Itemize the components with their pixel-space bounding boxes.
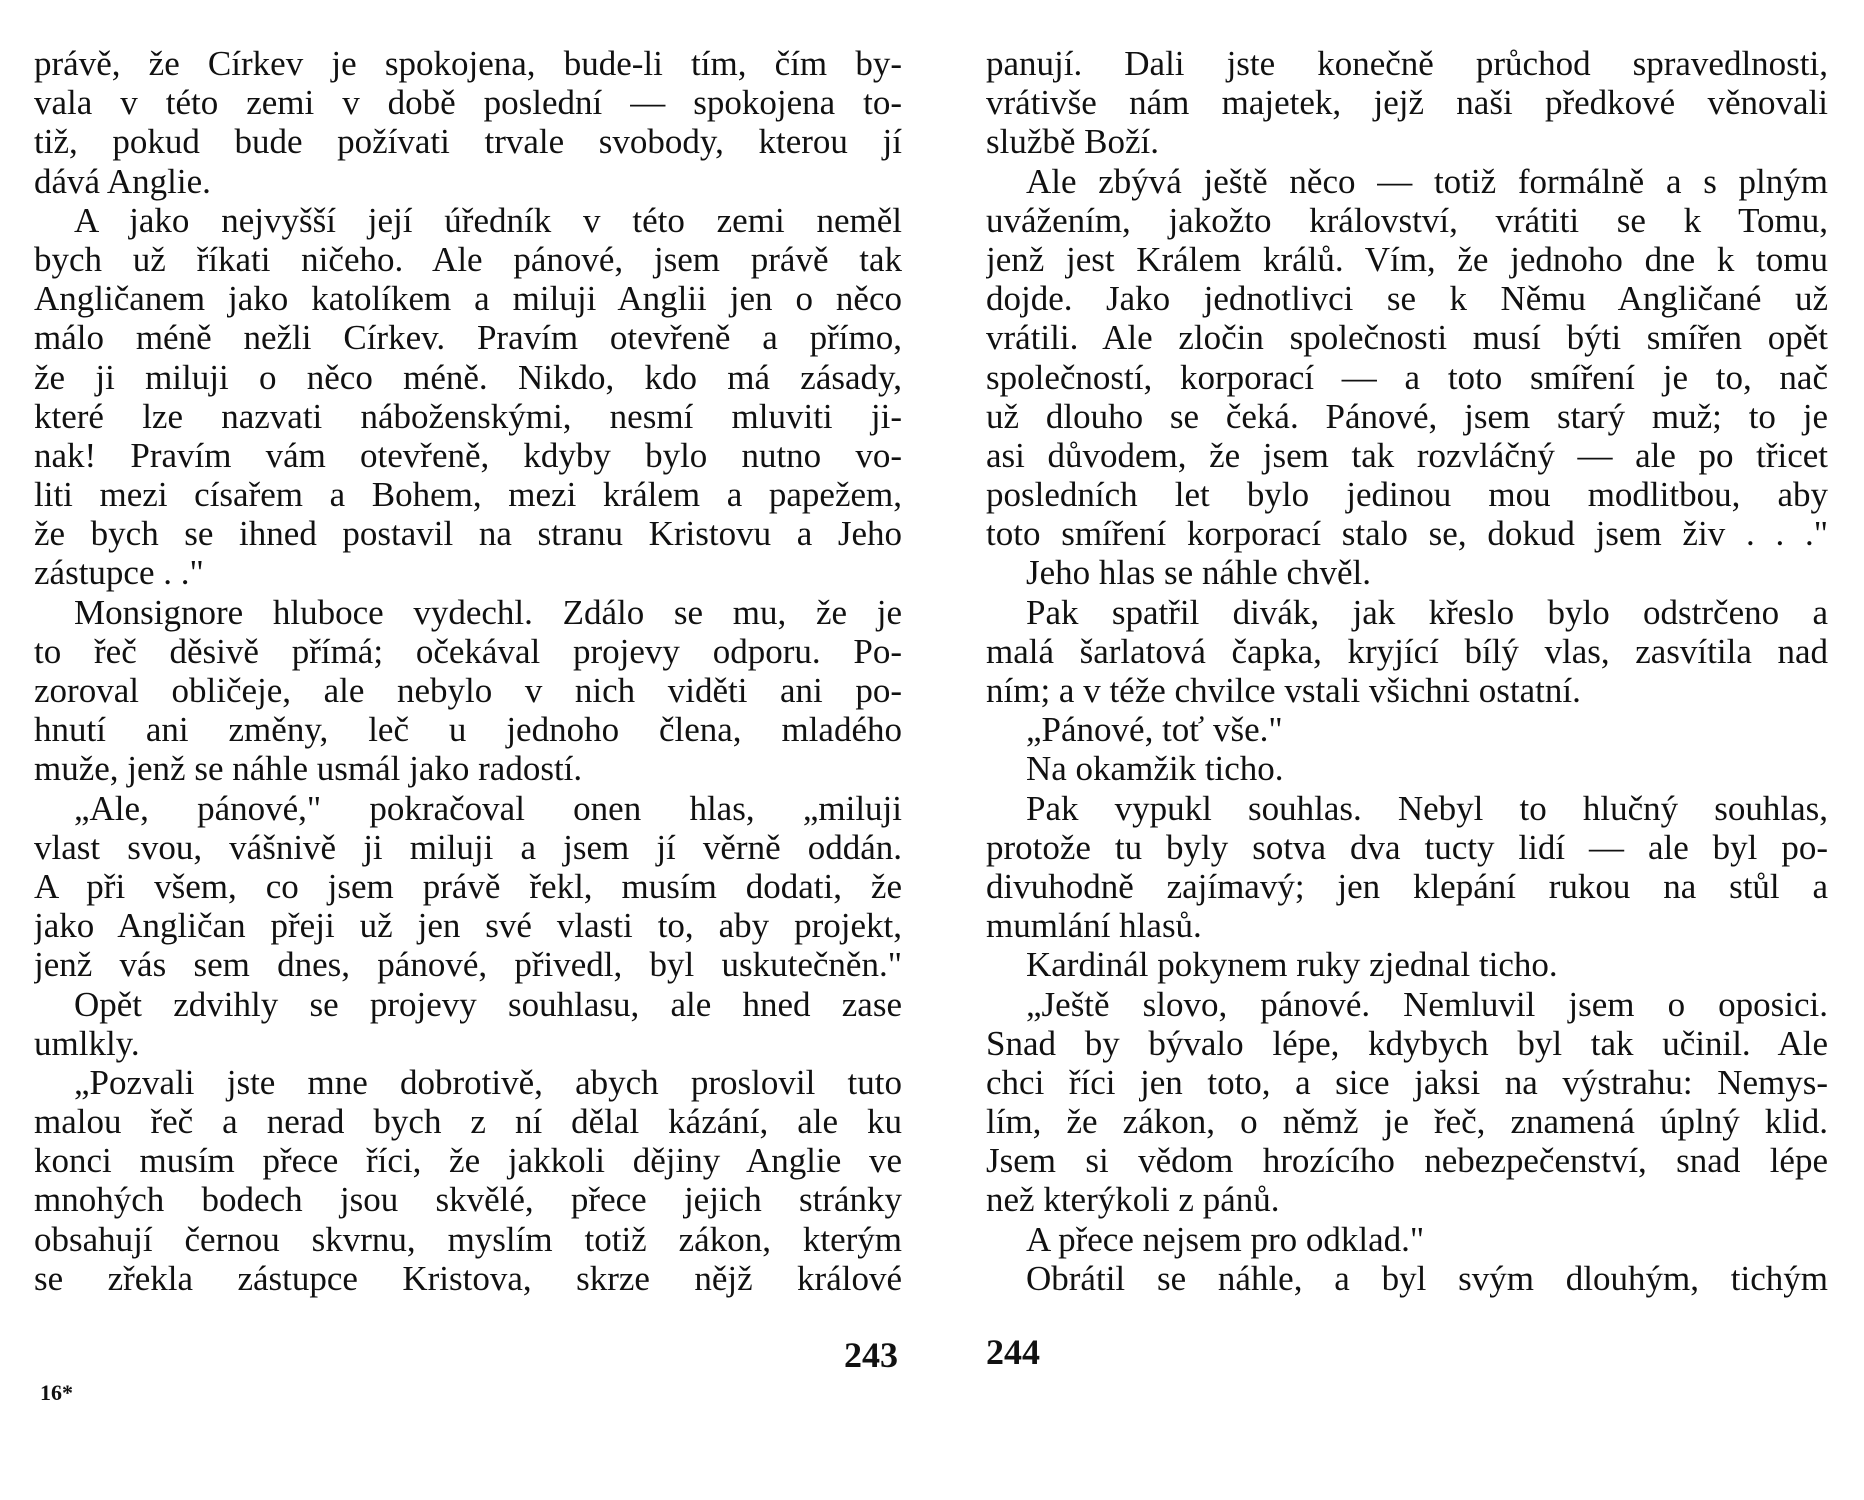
text-line: zástupce . .": [34, 553, 204, 593]
text-line: protože tu byly sotva dva tucty lidí — ale byl po-: [986, 827, 1828, 867]
text-line: jenž vás sem dnes, pánové, přivedl, byl uskutečněn.": [34, 945, 902, 985]
text-line: posledních let bylo jedinou mou modlitbou, aby: [986, 475, 1828, 515]
text-line: A jako nejvyšší její úředník v této zemi neměl: [74, 200, 902, 240]
text-line: se zřekla zástupce Kristova, skrze nějž králové: [34, 1258, 902, 1298]
text-line: mumlání hlasů.: [986, 906, 1202, 946]
text-line: mnohých bodech jsou skvělé, přece jejich stránky: [34, 1180, 902, 1220]
text-line: „Pozvali jste mne dobrotivě, abych proslovil tuto: [74, 1062, 902, 1102]
text-line: Pak spatřil divák, jak křeslo bylo odstrčeno a: [1026, 592, 1828, 632]
text-line: Opět zdvihly se projevy souhlasu, ale hned zase: [74, 984, 902, 1024]
right-page: [986, 44, 1828, 1424]
page-number-right: 244: [986, 1332, 1040, 1372]
text-line: obsahují černou skvrnu, myslím totiž zákon, kterým: [34, 1219, 902, 1259]
printer-signature-mark: 16*: [40, 1380, 73, 1405]
text-line: vlast svou, vášnivě ji miluji a jsem jí věrně oddán.: [34, 827, 902, 867]
text-line: že ji miluji o něco méně. Nikdo, kdo má zásady,: [34, 357, 902, 397]
text-line: chci říci jen toto, a sice jaksi na výstrahu: Nemys-: [986, 1062, 1828, 1102]
text-line: Angličanem jako katolíkem a miluji Anglii jen o něco: [34, 279, 902, 319]
text-line: liti mezi císařem a Bohem, mezi králem a papežem,: [34, 475, 902, 515]
text-line: to řeč děsivě přímá; očekával projevy odporu. Po-: [34, 631, 902, 671]
text-line: nak! Pravím vám otevřeně, kdyby bylo nutno vo-: [34, 435, 902, 475]
text-line: A při všem, co jsem právě řekl, musím dodati, že: [34, 866, 902, 906]
text-line: divuhodně zajímavý; jen klepání rukou na stůl a: [986, 866, 1828, 906]
text-line: „Pánové, toť vše.": [1026, 710, 1283, 750]
text-line: Na okamžik ticho.: [1026, 749, 1284, 789]
text-line: Ale zbývá ještě něco — totiž formálně a s plným: [1026, 161, 1828, 201]
text-line: tiž, pokud bude požívati trvale svobody, kterou jí: [34, 122, 902, 162]
text-line: uvážením, jakožto království, vrátiti se k Tomu,: [986, 200, 1828, 240]
text-line: ním; a v téže chvilce vstali všichni ostatní.: [986, 671, 1581, 710]
text-line: asi důvodem, že jsem tak rozvláčný — ale po třicet: [986, 435, 1828, 475]
text-line: Obrátil se náhle, a byl svým dlouhým, tichým: [1026, 1258, 1828, 1298]
text-line: službě Boží.: [986, 122, 1160, 162]
text-line: dává Anglie.: [34, 161, 211, 201]
left-page-text: [34, 44, 902, 1298]
text-line: vrátivše nám majetek, jejž naši předkové věnovali: [986, 83, 1828, 123]
text-line: jako Angličan přeji už jen své vlasti to, aby projekt,: [34, 906, 902, 946]
text-line: vrátili. Ale zločin společnosti musí býti smířen opět: [986, 318, 1828, 358]
left-page: [34, 44, 902, 1424]
text-line: hnutí ani změny, leč u jednoho člena, mladého: [34, 710, 902, 750]
text-line: A přece nejsem pro odklad.": [1026, 1219, 1425, 1259]
text-line: Kardinál pokynem ruky zjednal ticho.: [1026, 945, 1558, 985]
text-line: právě, že Církev je spokojena, bude-li tím, čím by-: [34, 44, 902, 83]
text-line: Jsem si vědom hrozícího nebezpečenství, snad lépe: [986, 1141, 1828, 1181]
text-line: malá šarlatová čapka, kryjící bílý vlas, zasvítila nad: [986, 631, 1828, 671]
text-line: panují. Dali jste konečně průchod spravedlnosti,: [986, 44, 1828, 83]
text-line: že bych se ihned postavil na stranu Kristovu a Jeho: [34, 514, 902, 554]
text-line: málo méně nežli Církev. Pravím otevřeně a přímo,: [34, 318, 902, 358]
text-line: dojde. Jako jednotlivci se k Němu Angličané už: [986, 279, 1828, 319]
text-line: bych už říkati ničeho. Ale pánové, jsem právě tak: [34, 239, 902, 279]
text-line: konci musím přece říci, že jakkoli dějiny Anglie ve: [34, 1141, 902, 1181]
page-number-left: 243: [844, 1335, 898, 1375]
text-line: umlkly.: [34, 1023, 140, 1063]
text-line: „Ale, pánové," pokračoval onen hlas, „miluji: [74, 788, 902, 828]
text-line: jenž jest Králem králů. Vím, že jednoho dne k tomu: [986, 239, 1828, 279]
text-line: společností, korporací — a toto smíření je to, nač: [986, 357, 1828, 397]
text-line: Jeho hlas se náhle chvěl.: [1026, 553, 1372, 593]
text-line: které lze nazvati náboženskými, nesmí mluviti ji-: [34, 396, 902, 436]
text-line: „Ještě slovo, pánové. Nemluvil jsem o oposici.: [1026, 984, 1828, 1024]
text-line: vala v této zemi v době poslední — spokojena to-: [34, 83, 902, 123]
text-line: toto smíření korporací stalo se, dokud jsem živ . . .": [986, 514, 1828, 554]
text-line: malou řeč a nerad bych z ní dělal kázání, ale ku: [34, 1102, 902, 1142]
text-line: lím, že zákon, o němž je řeč, znamená úplný klid.: [986, 1102, 1828, 1142]
right-page-text: [986, 44, 1828, 1298]
text-line: Snad by bývalo lépe, kdybych byl tak učinil. Ale: [986, 1023, 1828, 1063]
text-line: Pak vypukl souhlas. Nebyl to hlučný souhlas,: [1026, 788, 1828, 828]
text-line: už dlouho se čeká. Pánové, jsem starý muž; to je: [986, 396, 1828, 436]
text-line: Monsignore hluboce vydechl. Zdálo se mu, že je: [74, 592, 902, 632]
text-line: muže, jenž se náhle usmál jako radostí.: [34, 749, 583, 789]
text-line: zoroval obličeje, ale nebylo v nich viděti ani po-: [34, 671, 902, 710]
text-line: než kterýkoli z pánů.: [986, 1180, 1280, 1220]
